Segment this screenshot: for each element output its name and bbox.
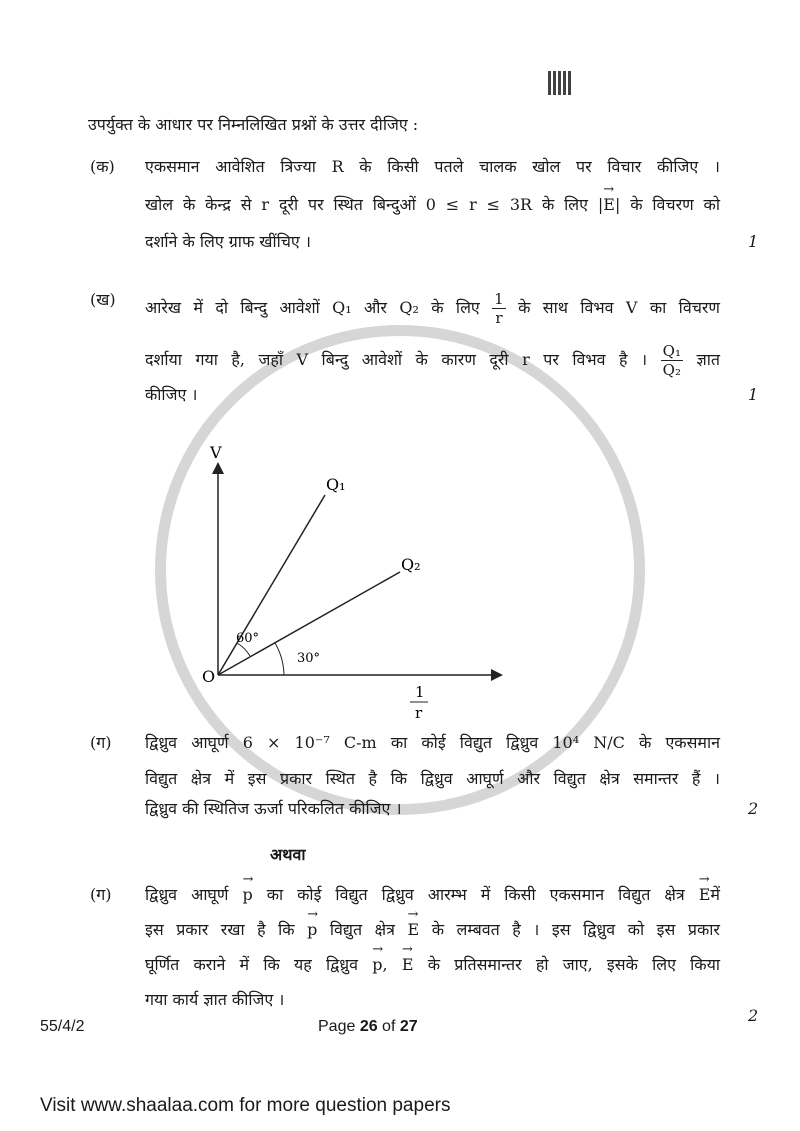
question-text: एकसमान आवेशित त्रिज्या R के किसी पतले चालक खोल पर विचार कीजिए । — [145, 157, 720, 176]
vector-e: → E — [408, 920, 420, 940]
intro-text: उपर्युक्त के आधार पर निम्नलिखित प्रश्नों के उत्तर दीजिए : — [88, 115, 419, 134]
text: ज्ञात — [696, 350, 721, 369]
page-number — [318, 1018, 418, 1036]
x-label-den: r — [415, 704, 423, 722]
angle-60-label: 60° — [236, 631, 260, 646]
question-text: दर्शाने के लिए ग्राफ खींचिए । — [145, 232, 311, 251]
question-text — [145, 955, 720, 975]
question-text — [145, 885, 720, 905]
denominator: r — [495, 309, 503, 327]
visit-link[interactable]: Visit www.shaalaa.com for more question papers — [40, 1095, 451, 1116]
v-label: V — [210, 443, 222, 462]
numerator: 1 — [494, 290, 504, 308]
text: | के विचरण को — [614, 195, 720, 214]
text: के लम्बवत है । इस द्विध्रुव को इस प्रकार — [431, 920, 720, 939]
question-label: (ख) — [90, 290, 116, 309]
text: के प्रतिसमान्तर हो जाए, इसके लिए किया — [427, 955, 721, 974]
page-prefix: Page — [318, 1018, 360, 1035]
text: खोल के केन्द्र से r दूरी पर स्थित बिन्दुओं 0 ≤ r ≤ 3R के लिए | — [145, 195, 604, 214]
text: आरेख में दो बिन्दु आवेशों Q₁ और Q₂ के लिए — [145, 298, 480, 317]
question-text — [145, 920, 720, 940]
or-heading: अथवा — [270, 845, 306, 864]
text: द्विध्रुव आघूर्ण — [145, 885, 229, 904]
paper-code: 55/4/2 — [40, 1018, 85, 1035]
vector-p: → p — [242, 885, 252, 905]
marks: 2 — [748, 1006, 759, 1025]
q1-line — [218, 495, 325, 675]
marks: 1 — [748, 385, 759, 404]
text: दर्शाया गया है, जहाँ V बिन्दु आवेशों के कारण दूरी r पर विभव है । — [145, 350, 648, 369]
text: का कोई विद्युत द्विध्रुव आरम्भ में किसी एकसमान विद्युत क्षेत्र — [266, 885, 685, 904]
marks: 1 — [748, 232, 759, 251]
text: , — [382, 955, 388, 974]
question-text: कीजिए । — [145, 385, 198, 404]
marks: 2 — [748, 799, 759, 818]
angle-arc-30 — [275, 643, 284, 675]
text: के साथ विभव V का विचरण — [518, 298, 720, 317]
question-text: गया कार्य ज्ञात कीजिए । — [145, 990, 285, 1009]
q2-label: Q₂ — [401, 555, 421, 574]
question-label: (क) — [90, 157, 115, 176]
total-pages: 27 — [399, 1018, 418, 1035]
text: विद्युत क्षेत्र — [329, 920, 395, 939]
question-text: द्विध्रुव की स्थितिज ऊर्जा परिकलित कीजिए । — [145, 799, 402, 818]
origin-label: O — [202, 667, 216, 686]
vector-p: → p — [372, 955, 382, 975]
angle-30-label: 30° — [297, 651, 321, 666]
page-of: of — [377, 1018, 400, 1035]
text: इस प्रकार रखा है कि — [145, 920, 295, 939]
question-label: (ग) — [90, 733, 112, 752]
x-label-num: 1 — [415, 683, 425, 701]
vector-e: → E — [699, 885, 711, 905]
q1-label: Q₁ — [326, 475, 346, 494]
vector-e: → E — [603, 195, 615, 215]
question-label: (ग) — [90, 885, 112, 904]
denominator: Q₂ — [662, 361, 681, 379]
vector-p: → p — [307, 920, 317, 940]
vector-e: → E — [402, 955, 414, 975]
text: में — [710, 885, 720, 904]
question-text: द्विध्रुव आघूर्ण 6 × 10⁻⁷ C-m का कोई विद्युत द्विध्रुव 10⁴ N/C के एकसमान — [145, 733, 720, 752]
text: घूर्णित कराने में कि यह द्विध्रुव — [145, 955, 359, 974]
current-page: 26 — [359, 1018, 378, 1035]
numerator: Q₁ — [662, 342, 681, 360]
question-text: विद्युत क्षेत्र में इस प्रकार स्थित है कि द्विध्रुव आघूर्ण और विद्युत क्षेत्र समान्तर हैं । — [145, 769, 720, 788]
